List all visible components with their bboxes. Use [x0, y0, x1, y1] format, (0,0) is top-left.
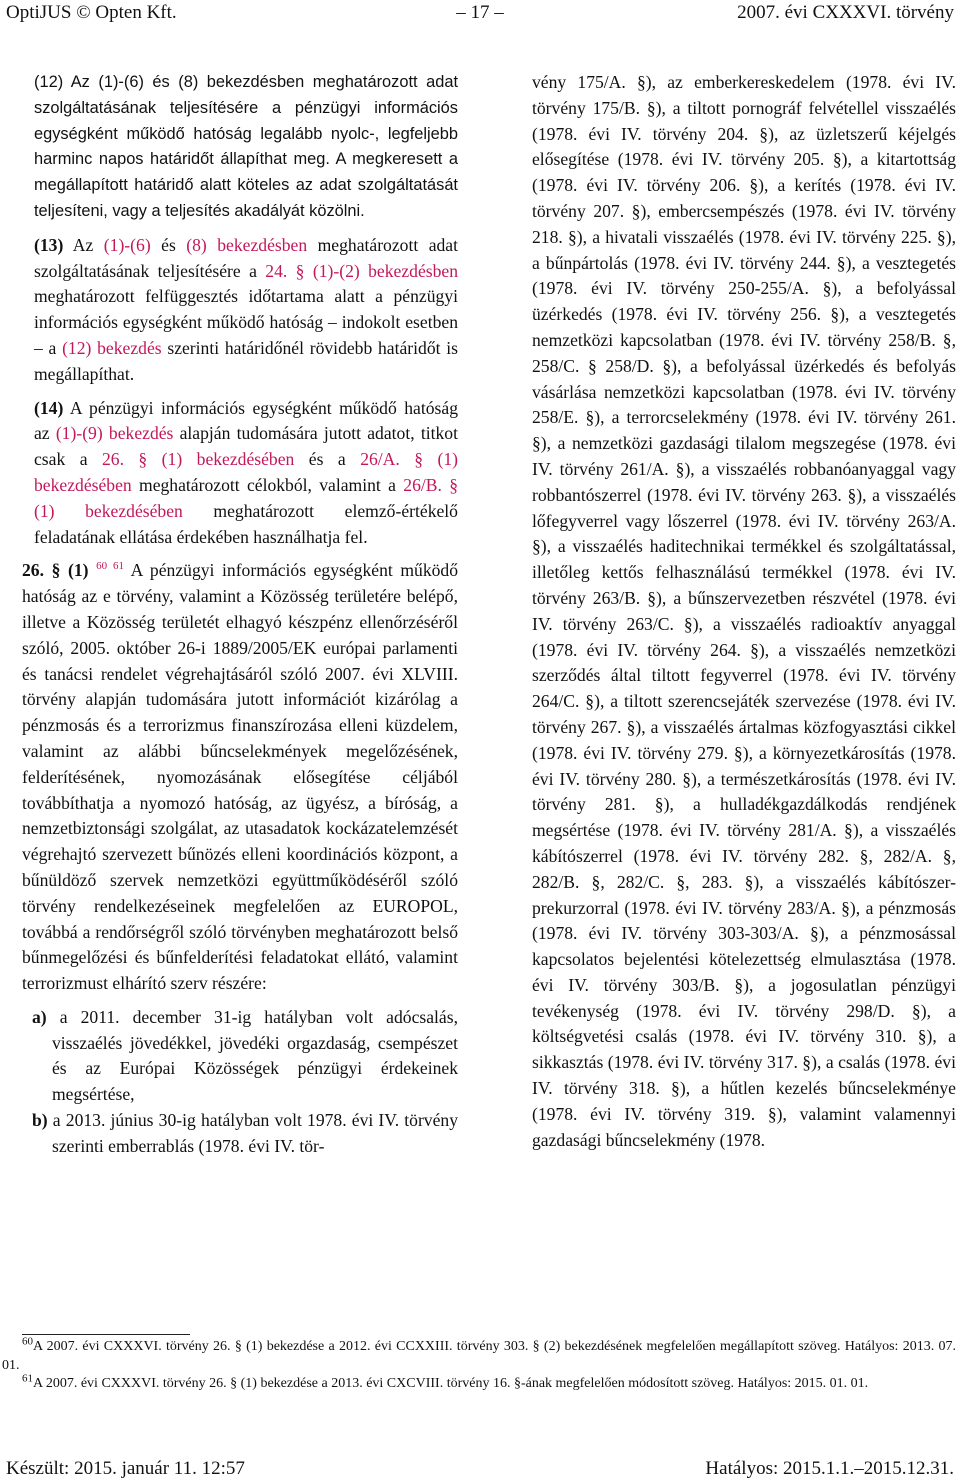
- footnotes: [2, 1335, 956, 1394]
- paragraph-14: [34, 396, 458, 551]
- paragraph-text: meghatározott felfüggesztés időtartama alatt a pénzügyi információs egységként működő hatóság – indokolt esetben – a: [34, 286, 458, 358]
- footnote-text: A 2007. évi CXXXVI. törvény 26. § (1) bekezdése a 2012. évi CCXXIII. törvény 303. § (2) bekezdésének megfelelően megállapított szöveg. Hatályos: 2013. 07. 01.: [2, 1339, 956, 1373]
- paragraph-link[interactable]: 26/A. § (1) bekezdésében: [34, 449, 458, 495]
- paragraph-link[interactable]: 24. § (1)-(2) bekezdésben: [265, 260, 458, 281]
- paragraph-text: meghatározott elemző-értékelő feladatának ellátása érdekében használhatja fel.: [34, 500, 458, 547]
- paragraph-link[interactable]: (12) bekezdés: [62, 337, 162, 358]
- paragraph-text: meghatározott célokból, valamint a: [131, 474, 404, 495]
- list-item-text: a 2013. június 30-ig hatályban volt 1978. évi IV. törvény szerinti emberrablás (1978. évi IV. tör-: [47, 1110, 458, 1156]
- left-column: [22, 70, 458, 1160]
- footnote-divider: [22, 1334, 190, 1335]
- footnote-text: A 2007. évi CXXXVI. törvény 26. § (1) bekezdése a 2013. évi CXCVIII. törvény 16. §-ának megfelelően módosított szöveg. Hatályos: 2015. 01. 01.: [33, 1376, 869, 1392]
- footnote-60: [2, 1335, 956, 1375]
- paragraph-text: Az: [63, 234, 104, 255]
- paragraph-13: [34, 233, 458, 388]
- right-column: [532, 70, 956, 1153]
- paragraph-link[interactable]: 26. § (1) bekezdésében: [101, 449, 295, 470]
- paragraph-link[interactable]: (1)-(9) bekezdés: [55, 423, 174, 444]
- list-item-a: [22, 1005, 458, 1108]
- paragraph-text: A pénzügyi információs egységként működő hatóság az: [34, 397, 458, 444]
- created-date: Készült: 2015. január 11. 12:57: [6, 1458, 245, 1479]
- paragraph-text: és a: [294, 449, 361, 470]
- law-title: 2007. évi CXXXVI. törvény: [737, 2, 954, 23]
- page-footer: [0, 1457, 960, 1483]
- list-item-text: a 2011. december 31-ig hatályban volt adócsalás, visszaélés jövedékkel, jövedéki orgazdaság, csempészet és az Európai Közösségek pénzügyi érdekeinek megsértése,: [46, 1006, 458, 1105]
- paragraph-13-label: (13): [34, 234, 64, 255]
- paragraph-link[interactable]: (1)-(6): [103, 234, 151, 255]
- paragraph-link[interactable]: 26/B. § (1) bekezdésében: [34, 474, 458, 521]
- paragraph-14-label: (14): [34, 397, 64, 418]
- right-column-text: vény 175/A. §), az emberkereskedelem (1978. évi IV. törvény 175/B. §), a tiltott pornográf felvétellel visszaélés (1978. évi IV. törvény 204. §), az üzletszerű kéjelgés elősegítése (1978. évi IV. törvény 205. §), a kitartottság (1978. évi IV. törvény 206. §), a kerítés (1978. évi IV. törvény 207. §), embercsempészés (1978. évi IV. törvény 218. §), a hivatali visszaélés (1978. évi IV. törvény 225. §), a bűnpártolás (1978. évi IV. törvény 244. §), a vesztegetés (1978. évi IV. törvény 250-255/A. §), a befolyással üzérkedés (1978. évi IV. törvény 256. §), a vesztegetés nemzetközi kapcsolatban (1978. évi IV. törvény 258/B. §, 258/C. § 258/D. §), a befolyással üzérkedés és befolyás vásárlása nemzetközi kapcsolatban (1978. évi IV. törvény 258/E. §), a terrorcselekmény (1978. évi IV. törvény 261. §), a nemzetközi gazdasági tilalom megszegése (1978. évi IV. törvény 261/A. §), a visszaélés robbanóanyaggal vagy robbantószerrel (1978. évi IV. törvény 263. §), a visszaélés lőfegyverrel vagy lőszerrel (1978. évi IV. törvény 263/A. §), a visszaélés haditechnikai termékkel és szolgáltatással, illetőleg kettős felhasználású termékkel (1978. évi IV. törvény 263/B. §), a bűnszervezetben részvétel (1978. évi IV. törvény 263/C. §), a visszaélés radioaktív anyaggal (1978. évi IV. törvény 264. §), a visszaélés nemzetközi szerződés által tiltott fegyverrel (1978. évi IV. törvény 264/C. §), a tiltott szerencsejáték szervezése (1978. évi IV. törvény 267. §), a visszaélés ártalmas közfogyasztási cikkel (1978. évi IV. törvény 279. §), a környezetkárosítás (1978. évi IV. törvény 280. §), a természetkárosítás (1978. évi IV. törvény 281. §), a hulladékgazdálkodás rendjének megsértése (1978. évi IV. törvény 281/A. §), a visszaélés kábítószerrel (1978. évi IV. törvény 282. §, 282/A. §, 282/B. §, 282/C. §, 283. §), a visszaélés kábítószer-prekurzorral (1978. évi IV. törvény 283/A. §), a pénzmosás (1978. évi IV. törvény 303-303/A. §), a pénzmosással kapcsolatos bejelentési kötelezettség elmulasztása (1978. évi IV. törvény 303/B. §), a jogosulatlan pénzügyi tevékenység (1978. évi IV. törvény 298/D. §), a költségvetési csalás (1978. évi IV. törvény 310. §), a sikkasztás (1978. évi IV. törvény 317. §), a csalás (1978. évi IV. törvény 318. §), a hűtlen kezelés bűncselekménye (1978. évi IV. törvény 319. §), valamint valamennyi gazdasági bűncselekmény (1978.: [532, 72, 956, 1150]
- section-26-label: 26. §: [22, 560, 61, 581]
- section-26-text: A pénzügyi információs egységként működő hatóság az e törvény, valamint a Közösség területére belépő, illetve a Közösség területét elhagyó készpénz ellenőrzéséről szóló, 2005. október 26-i 1889/2005/EK európai parlamenti és tanácsi rendelet végrehajtásáról szóló 2007. évi XLVIII. törvény alapján tudomására jutott információt kizárólag a pénzmosás és a terrorizmus finanszírozása elleni küzdelem, valamint az alábbi bűncselekmények megelőzésének, felderítésének, nyomozásának elősegítése céljából továbbíthatja a nyomozó hatóság, az ügyész, a bíróság, a nemzetbiztonsági szolgálat, az utasadatok kockázatelemzését végrehajtó szervezett bűnözés elleni koordinációs központ, a bűnüldöző szervek nemzetközi együttműködéséről szóló törvény rendelkezéseinek megfelelően az EUROPOL, továbbá a rendőrségről szóló törvényben meghatározott belső bűnmegelőzési és bűnfelderítési feladatokat ellátó, valamint terrorizmust elhárító szerv részére:: [22, 560, 459, 994]
- paragraph-text: alapján tudomására jutott adatot, titkot csak a: [34, 423, 458, 470]
- list-item-label: b): [32, 1110, 48, 1131]
- publisher-label: OptiJUS © Opten Kft.: [6, 2, 177, 23]
- page-number: – 17 –: [456, 2, 504, 23]
- section-26: [22, 558, 458, 997]
- paragraph-12-text: (12) Az (1)-(6) és (8) bekezdésben meghatározott adat szolgáltatásának teljesítésére a pénzügyi információs egységként működő hatóság legalább nyolc-, legfeljebb harminc napos határidőt állapíthat meg. A megkeresett a megállapított határidő alatt köteles az adat szolgáltatását teljesíteni, vagy a teljesítés akadályát közölni.: [34, 73, 458, 220]
- paragraph-text: és: [150, 234, 187, 255]
- paragraph-text: meghatározott adat szolgáltatásának teljesítésére a: [34, 234, 459, 281]
- footnote-ref[interactable]: 60 61: [96, 560, 125, 573]
- paragraph-text: szerinti határidőnél rövidebb határidőt is megállapíthat.: [34, 337, 459, 384]
- paragraph-link[interactable]: (8) bekezdésben: [186, 234, 308, 255]
- paragraph-12: [34, 70, 458, 225]
- list-item-b: [22, 1108, 458, 1160]
- footnote-number: 61: [22, 1372, 33, 1385]
- list-item-label: a): [32, 1006, 47, 1027]
- footnote-number: 60: [22, 1335, 33, 1348]
- footnote-61: [2, 1372, 956, 1394]
- page-header: [0, 0, 960, 30]
- section-26-subsection: (1): [67, 560, 89, 581]
- effective-period: Hatályos: 2015.1.1.–2015.12.31.: [705, 1458, 954, 1479]
